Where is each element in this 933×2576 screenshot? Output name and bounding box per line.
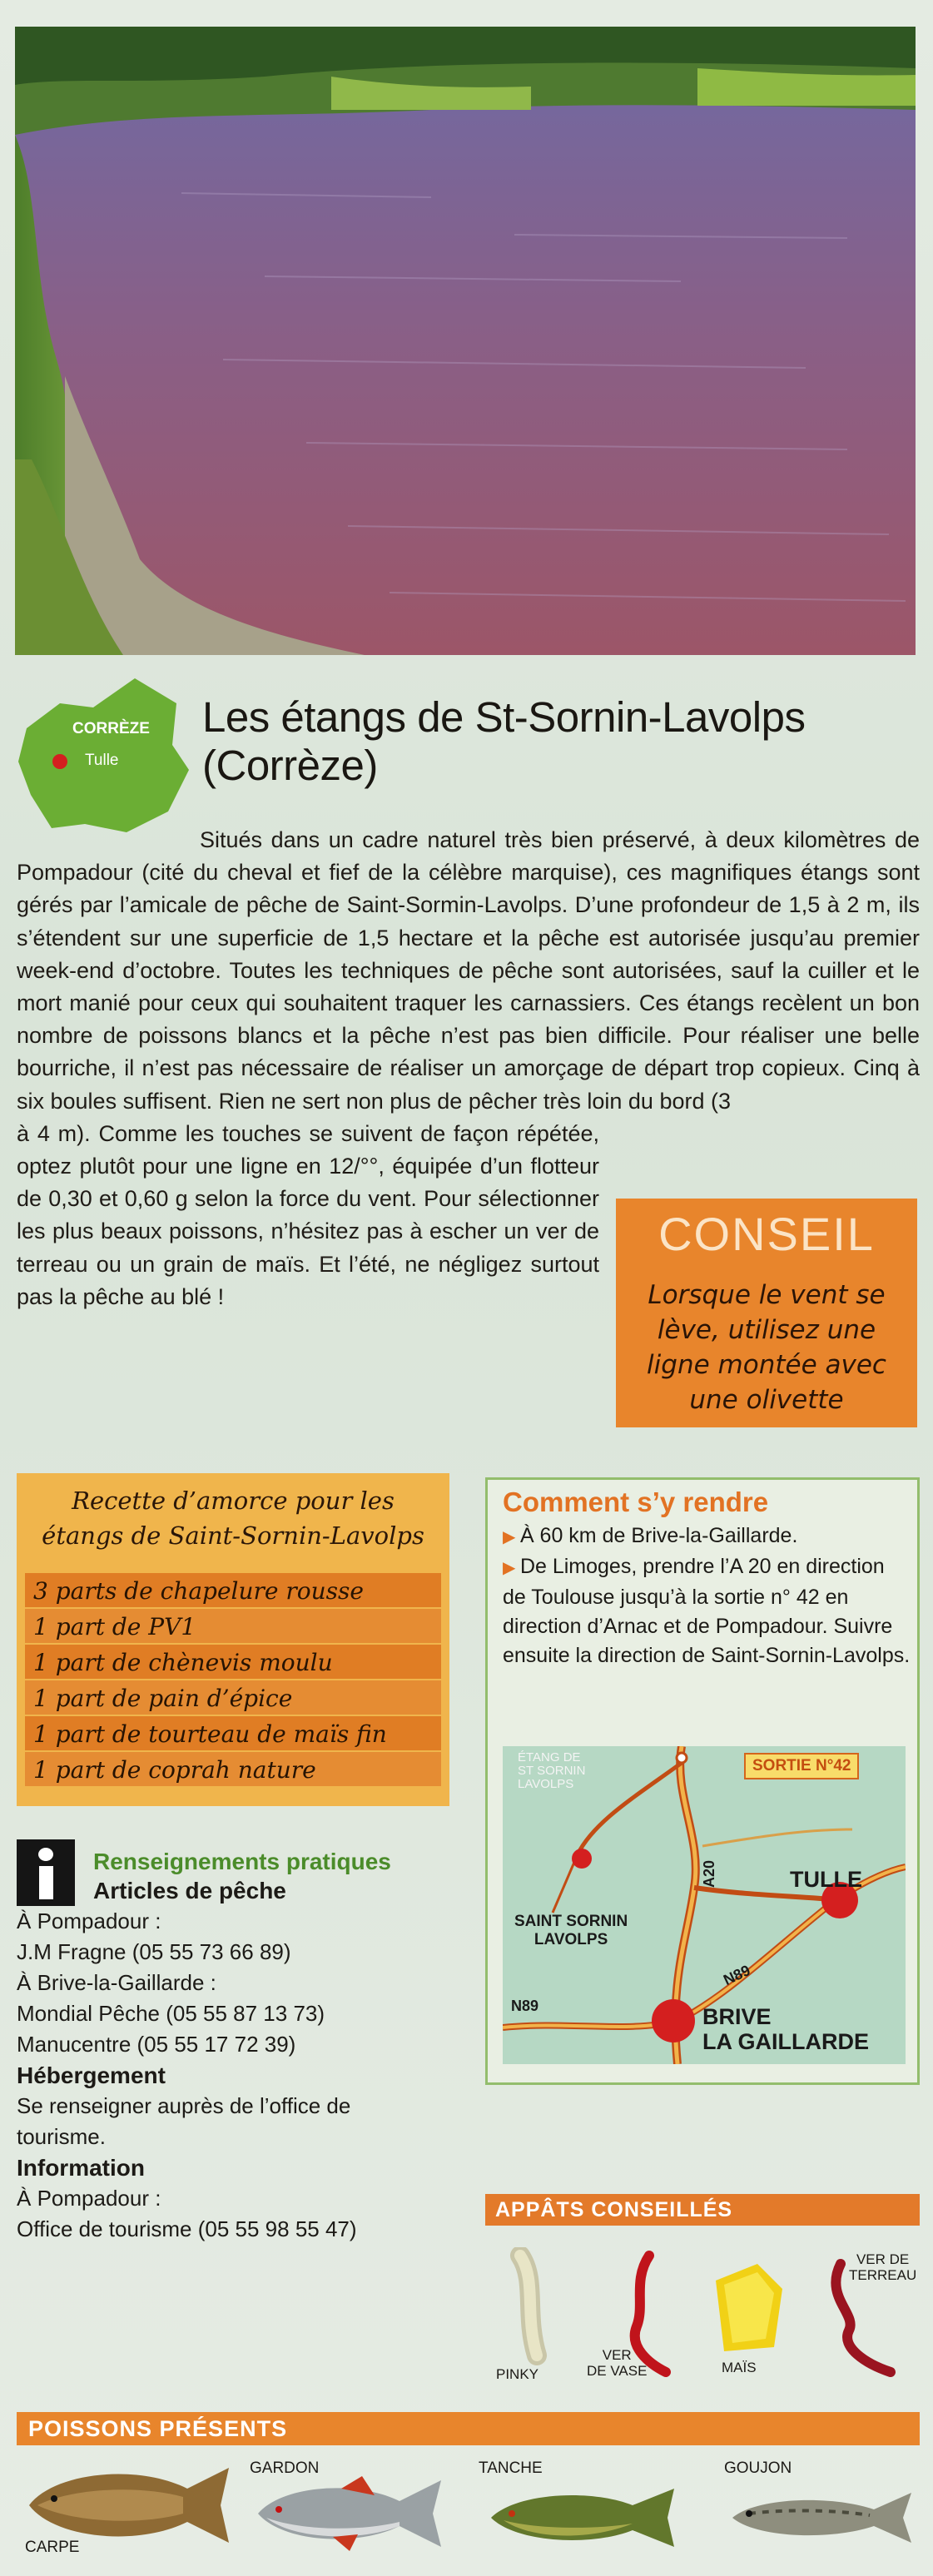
appats-title: APPÂTS CONSEILLÉS bbox=[495, 2198, 733, 2221]
pinky-label: PINKY bbox=[496, 2366, 539, 2382]
recette-title bbox=[17, 1483, 449, 1553]
brive-label-line-1: BRIVE bbox=[702, 2004, 772, 2029]
ver-de-vase-label-line-2: DE VASE bbox=[587, 2363, 648, 2379]
information-title: Information bbox=[17, 2155, 145, 2181]
access-bullet-1 bbox=[503, 1521, 911, 1552]
tulle-label: TULLE bbox=[790, 1867, 862, 1892]
title-line-2: (Corrèze) bbox=[202, 742, 378, 789]
information-line-2: Office de tourisme (05 55 98 55 47) bbox=[17, 2216, 357, 2241]
gardon-icon bbox=[250, 2472, 449, 2555]
recette-box bbox=[17, 1473, 449, 1806]
recette-item: 1 part de tourteau de maïs fin bbox=[25, 1716, 441, 1752]
town-label-line-2: LAVOLPS bbox=[533, 1931, 608, 1948]
exit-marker-icon bbox=[677, 1753, 687, 1763]
recette-title-line-1: Recette d’amorce pour les bbox=[72, 1487, 395, 1515]
tanche-icon bbox=[483, 2472, 682, 2555]
tanche-label: TANCHE bbox=[479, 2459, 543, 2477]
town-label-line-1: SAINT SORNIN bbox=[514, 1913, 628, 1930]
appats-header bbox=[485, 2194, 920, 2226]
conseil-box bbox=[616, 1199, 917, 1427]
info-line: À Brive-la-Gaillarde : bbox=[17, 1970, 216, 1995]
etang-label-line-3: LAVOLPS bbox=[518, 1777, 574, 1791]
mais-icon bbox=[716, 2264, 782, 2351]
access-map bbox=[503, 1746, 906, 2064]
body-paragraph-1: Situés dans un cadre naturel très bien préservé, à deux kilomètres de Pompadour (cité du cheval et fief de la célèbre marquise), ces magnifiques étangs sont gérés par l’amicale de pêche de Saint-Sormin-Lavolps. D’une profondeur de 1,5 à 2 m, ils s’étendent sur une superficie de 1,5 hectare et la pêche est autorisée jusqu’au premier week-end d’octobre. Toutes les techniques de pêche sont autorisées, sauf la cuiller et le mort manié pour ceux qui souhaitent traquer les carnassiers. Ces étangs recèlent un bon nombre de poissons blancs et la pêche n’est pas bien difficile. Pour réaliser une belle bourriche, il n’est pas nécessaire de réaliser un amorçage de départ trop copieux. Cinq à six boules suffisent. Rien ne sert non plus de pêcher très loin du bord (3 bbox=[17, 827, 920, 1114]
city-label: Tulle bbox=[85, 752, 119, 769]
mais-label: MAÏS bbox=[722, 2360, 757, 2375]
region-label: CORRÈZE bbox=[72, 720, 150, 737]
n89-label-west: N89 bbox=[511, 1998, 539, 2014]
body-paragraph-2: à 4 m). Comme les touches se suivent de façon répétée, optez plutôt pour une ligne en 12/°°, équipée d’un flotteur de 0,30 et 0,60 g selon la force du vent. Pour sélectionner les plus beaux poissons, n’hésitez pas à escher un ver de terreau ou un grain de maïs. Et l’été, ne négligez surtout pas la pêche au blé ! bbox=[17, 1120, 599, 1309]
sortie-label: SORTIE N°42 bbox=[744, 1753, 859, 1779]
conseil-text: Lorsque le vent se lève, utilisez une ligne montée avec une olivette bbox=[647, 1280, 886, 1415]
recette-item: 1 part de pain d’épice bbox=[25, 1680, 441, 1716]
town-label bbox=[514, 1913, 628, 1949]
etang-label bbox=[518, 1751, 585, 1791]
tulle-dot-icon bbox=[52, 754, 67, 769]
info-heading: Renseignements pratiques bbox=[93, 1849, 391, 1874]
correze-map-badge bbox=[10, 670, 193, 836]
brive-label-line-2: LA GAILLARDE bbox=[702, 2029, 869, 2054]
ver-de-terreau-label bbox=[849, 2251, 916, 2283]
ver-de-terreau-label-line-2: TERREAU bbox=[849, 2267, 917, 2283]
recette-item: 3 parts de chapelure rousse bbox=[25, 1573, 441, 1609]
etang-label-line-1: ÉTANG DE bbox=[518, 1750, 581, 1764]
recette-item: 1 part de chènevis moulu bbox=[25, 1645, 441, 1680]
pond-photo bbox=[15, 27, 916, 655]
hebergement-title: Hébergement bbox=[17, 2062, 166, 2088]
info-line: Manucentre (05 55 17 72 39) bbox=[17, 2032, 296, 2057]
poissons-title: POISSONS PRÉSENTS bbox=[28, 2416, 288, 2441]
gardon-label: GARDON bbox=[250, 2459, 320, 2477]
goujon-label: GOUJON bbox=[724, 2459, 792, 2477]
recette-item: 1 part de coprah nature bbox=[25, 1752, 441, 1788]
recette-list bbox=[25, 1573, 441, 1788]
ver-de-vase-label-line-1: VER bbox=[602, 2347, 632, 2363]
pond-photo-image bbox=[15, 27, 916, 655]
recette-item: 1 part de PV1 bbox=[25, 1609, 441, 1645]
title-line-1: Les étangs de St-Sornin-Lavolps bbox=[202, 693, 806, 741]
etang-marker-icon bbox=[572, 1849, 592, 1869]
access-box bbox=[485, 1477, 920, 2085]
info-line: Mondial Pêche (05 55 87 13 73) bbox=[17, 2001, 325, 2026]
carpe-label: CARPE bbox=[25, 2539, 80, 2556]
access-text bbox=[503, 1521, 911, 1670]
information-line-1: À Pompadour : bbox=[17, 2186, 161, 2211]
info-line: J.M Fragne (05 55 73 66 89) bbox=[17, 1939, 291, 1964]
access-bullet-2-text: De Limoges, prendre l’A 20 en direction de Toulouse jusqu’à la sortie n° 42 en direction d’Arnac et de Pompadour. Suivre ensuite la direction de Saint-Sornin-Lavolps. bbox=[503, 1555, 911, 1667]
access-bullet-2 bbox=[503, 1552, 911, 1670]
n89-label-east: N89 bbox=[721, 1962, 753, 1989]
conseil-title: CONSEIL bbox=[658, 1208, 875, 1260]
info-subheading: Articles de pêche bbox=[93, 1878, 286, 1903]
etang-label-line-2: ST SORNIN bbox=[518, 1764, 586, 1778]
arrow-bullet-icon: ▶ bbox=[503, 1528, 520, 1546]
pinky-icon bbox=[520, 2256, 537, 2355]
info-line: À Pompadour : bbox=[17, 1908, 161, 1933]
info-section bbox=[17, 1848, 483, 2245]
article-title bbox=[202, 693, 918, 790]
goujon-icon bbox=[724, 2472, 920, 2555]
poissons-header bbox=[17, 2412, 920, 2445]
a20-label: A20 bbox=[701, 1859, 717, 1888]
ver-de-terreau-label-line-1: VER DE bbox=[856, 2251, 910, 2267]
arrow-bullet-icon: ▶ bbox=[503, 1559, 520, 1577]
brive-label bbox=[702, 2004, 869, 2054]
hebergement-text: Se renseigner auprès de l’office de tourisme. bbox=[17, 2093, 351, 2149]
recette-title-line-2: étangs de Saint-Sornin-Lavolps bbox=[42, 1521, 424, 1550]
brive-marker-icon bbox=[652, 1999, 695, 2042]
access-bullet-1-text: À 60 km de Brive-la-Gaillarde. bbox=[519, 1524, 798, 1547]
access-title: Comment s’y rendre bbox=[503, 1487, 769, 1517]
ver-de-vase-label bbox=[587, 2347, 647, 2379]
